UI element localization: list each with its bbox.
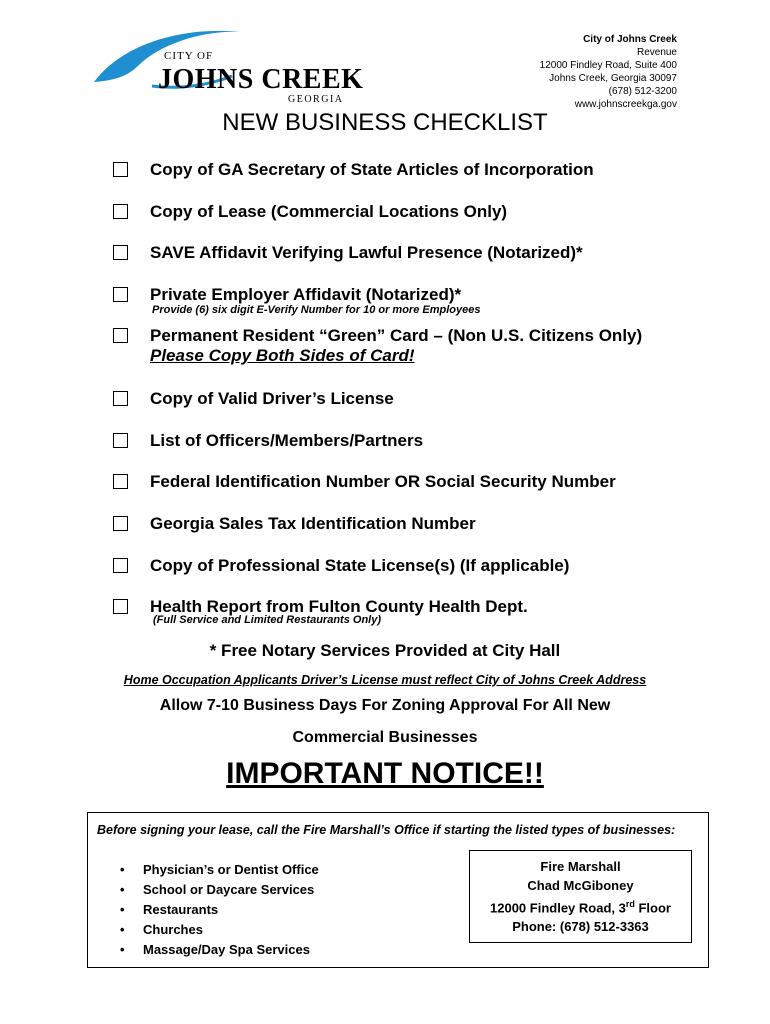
address-block	[540, 33, 677, 111]
checkbox[interactable]	[113, 599, 128, 614]
zoning-note-line2: Commercial Businesses	[292, 729, 478, 746]
address-street: 12000 Findley Road, Suite 400	[539, 60, 677, 71]
important-notice-heading: IMPORTANT NOTICE!!	[226, 757, 544, 790]
checklist-item-label: Permanent Resident “Green” Card – (Non U.S. Citizens Only)	[150, 326, 643, 345]
checkbox[interactable]	[113, 162, 128, 177]
address-part: Floor	[634, 900, 671, 916]
checkbox[interactable]	[113, 516, 128, 531]
checkbox[interactable]	[113, 474, 128, 489]
checklist-item-label: Copy of Lease (Commercial Locations Only)	[150, 202, 508, 221]
notice-box	[87, 812, 709, 968]
checklist-item-label: Private Employer Affidavit (Notarized)*	[150, 285, 462, 304]
home-occupation-note: Home Occupation Applicants Driver’s License must reflect City of Johns Creek Address	[123, 673, 647, 687]
checkbox[interactable]	[113, 558, 128, 573]
business-list	[120, 860, 319, 960]
checklist-item-note: Provide (6) six digit E-Verify Number for 10 or more Employees	[152, 304, 481, 316]
address-phone: (678) 512-3200	[608, 86, 677, 97]
checklist-item-note: Please Copy Both Sides of Card!	[150, 346, 415, 365]
address-part: 12000 Findley Road, 3	[490, 900, 626, 916]
address-web[interactable]: www.johnscreekga.gov	[574, 99, 677, 110]
list-item: • Churches	[120, 920, 319, 940]
zoning-note-line1: Allow 7-10 Business Days For Zoning Approval For All New	[159, 697, 611, 714]
checkbox[interactable]	[113, 391, 128, 406]
address-org: City of Johns Creek	[583, 34, 677, 45]
list-item: • Massage/Day Spa Services	[120, 940, 319, 960]
checkbox[interactable]	[113, 204, 128, 219]
fire-marshall-contact	[469, 850, 692, 943]
logo-state: GEORGIA	[288, 94, 344, 105]
fire-marshall-address	[470, 895, 691, 917]
checklist-item-label: List of Officers/Members/Partners	[150, 431, 424, 450]
list-item: • Physician’s or Dentist Office	[120, 860, 319, 880]
fire-marshall-name: Chad McGiboney	[527, 878, 634, 893]
checklist-item-label: Health Report from Fulton County Health Dept.	[150, 597, 528, 616]
page-title: NEW BUSINESS CHECKLIST	[222, 109, 548, 136]
address-superscript: rd	[625, 899, 635, 909]
notice-intro: Before signing your lease, call the Fire Marshall’s Office if starting the listed types of businesses:	[97, 823, 676, 837]
checklist-item-label: Georgia Sales Tax Identification Number	[150, 514, 476, 533]
city-logo	[92, 24, 364, 105]
logo-city-of: CITY OF	[164, 50, 214, 62]
checkbox[interactable]	[113, 245, 128, 260]
checklist-item-label: Federal Identification Number OR Social Security Number	[150, 472, 616, 491]
checklist-item-label: SAVE Affidavit Verifying Lawful Presence (Notarized)*	[150, 243, 583, 262]
notary-note: * Free Notary Services Provided at City Hall	[209, 641, 561, 660]
logo-name: JOHNS CREEK	[158, 64, 364, 95]
checklist-item-label: Copy of Valid Driver’s License	[150, 389, 394, 408]
checklist-item-label: Copy of GA Secretary of State Articles of Incorporation	[150, 160, 594, 179]
list-item: • Restaurants	[120, 900, 319, 920]
list-item: • School or Daycare Services	[120, 880, 319, 900]
checkbox[interactable]	[113, 328, 128, 343]
fire-marshall-phone: Phone: (678) 512-3363	[512, 919, 649, 935]
checkbox[interactable]	[113, 433, 128, 448]
checklist-item-note: (Full Service and Limited Restaurants Only)	[153, 614, 381, 626]
checkbox[interactable]	[113, 287, 128, 302]
checklist-item-label: Copy of Professional State License(s) (If applicable)	[150, 556, 570, 575]
fire-marshall-title: Fire Marshall	[540, 859, 621, 874]
address-dept: Revenue	[636, 47, 677, 58]
address-city: Johns Creek, Georgia 30097	[549, 73, 677, 84]
